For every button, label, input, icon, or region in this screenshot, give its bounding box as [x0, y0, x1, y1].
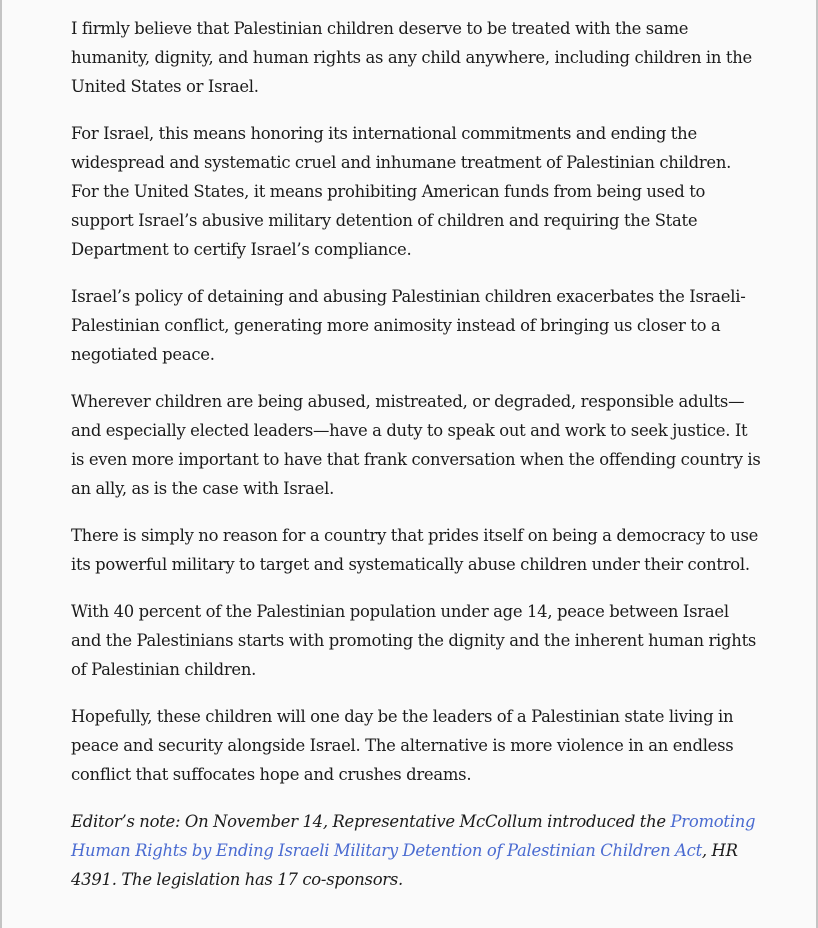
bill-link[interactable]: Promoting Human Rights by Ending Israeli Military Detention of Palestinian Children Act [71, 812, 756, 860]
article-paragraph-1: I firmly believe that Palestinian children deserve to be treated with the same humanity, dignity, and human rights as any child anywhere, including children in the United States or Israel. [71, 19, 752, 96]
article-paragraph-5: There is simply no reason for a country that prides itself on being a democracy to use its powerful military to target and systematically abuse children under their control. [71, 526, 759, 574]
editors-note-prefix: Editor’s note: On November 14, Representative McCollum introduced the [71, 812, 671, 831]
article-paragraph-6: With 40 percent of the Palestinian population under age 14, peace between Israel and the Palestinians starts with promoting the dignity and the inherent human rights of Palestinian children. [71, 602, 757, 679]
article-paragraph-4: Wherever children are being abused, mistreated, or degraded, responsible adults—and especially elected leaders—have a duty to speak out and work to seek justice. It is even more important to have that frank conversation when the offending country is an ally, as is the case with Israel. [71, 392, 761, 498]
article-body [71, 14, 761, 912]
article-paragraph-3: Israel’s policy of detaining and abusing Palestinian children exacerbates the Israeli-Palestinian conflict, generating more animosity instead of bringing us closer to a negotiated peace. [71, 287, 746, 364]
article-paragraph-7: Hopefully, these children will one day be the leaders of a Palestinian state living in peace and security alongside Israel. The alternative is more violence in an endless conflict that suffocates hope and crushes dreams. [71, 707, 734, 784]
article-paragraph-2: For Israel, this means honoring its international commitments and ending the widespread and systematic cruel and inhumane treatment of Palestinian children. For the United States, it means prohibiting American funds from being used to support Israel’s abusive military detention of children and requiring the State Department to certify Israel’s compliance. [71, 124, 732, 259]
editors-note-suffix: , HR 4391. The legislation has 17 co-sponsors. [71, 841, 738, 889]
editors-note [71, 807, 761, 894]
